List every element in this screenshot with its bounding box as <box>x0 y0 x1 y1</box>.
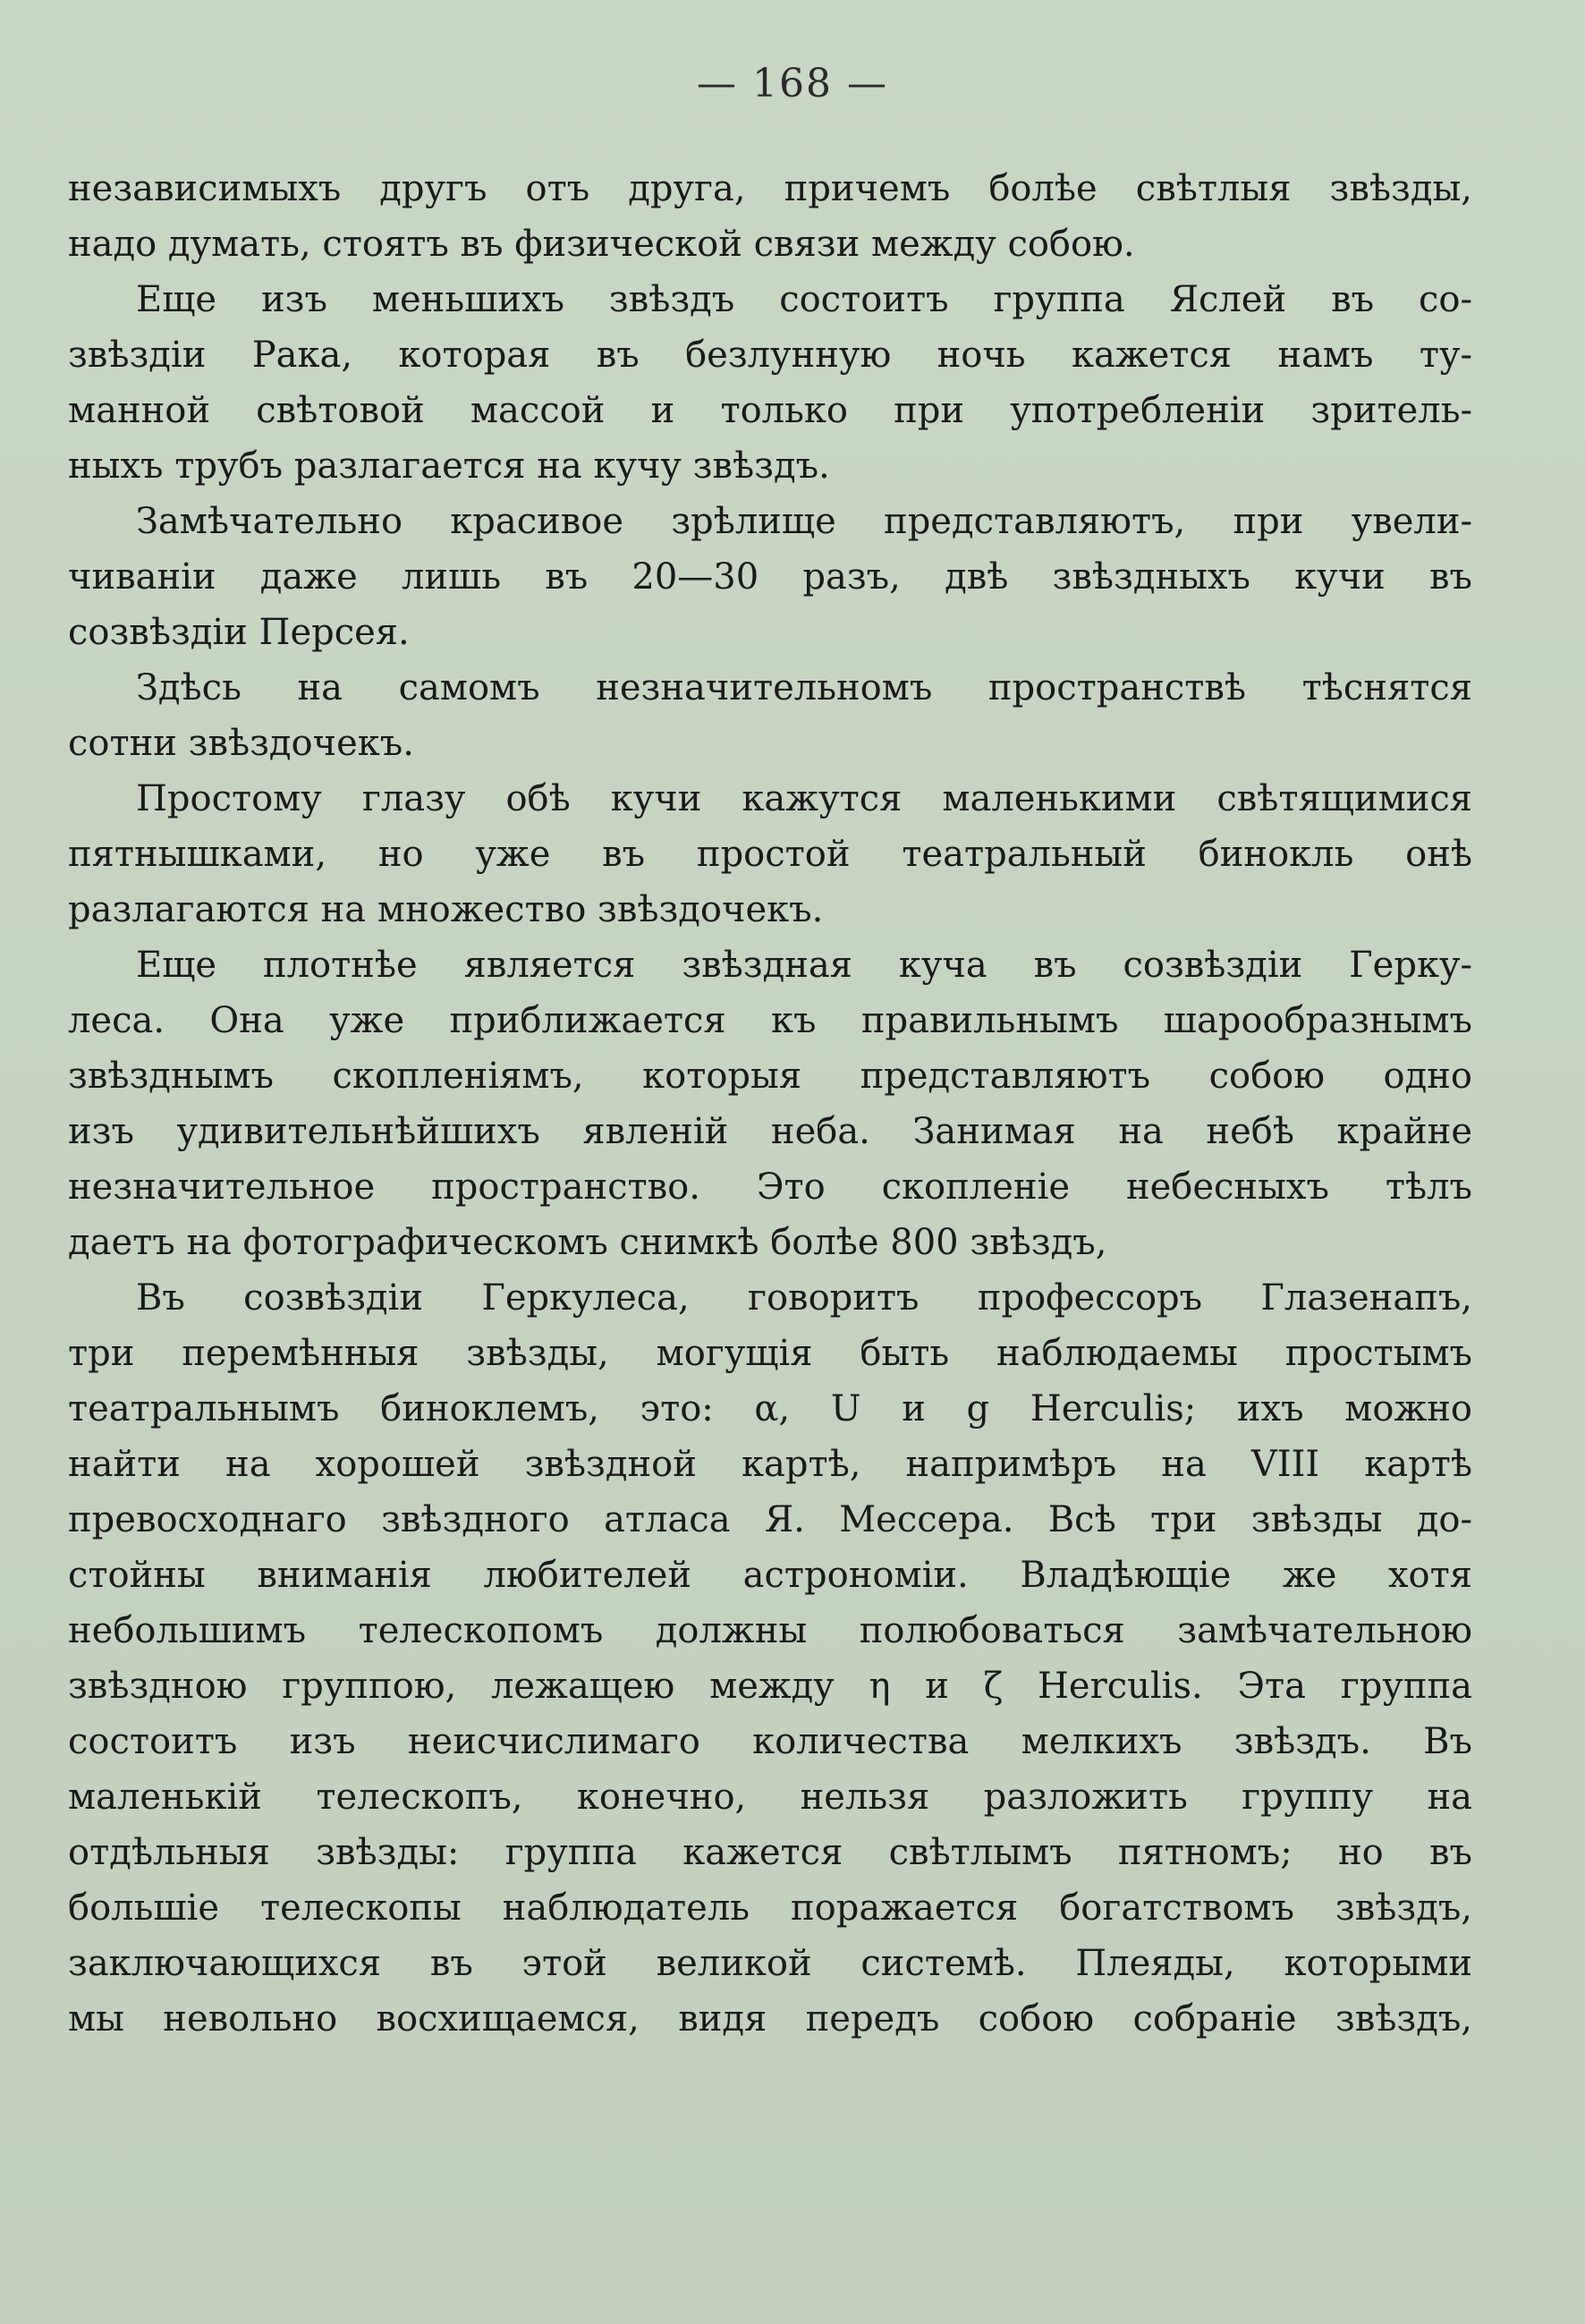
text-line: незначительное пространство. Это скопленіе небесныхъ тѣлъ <box>68 1166 1472 1208</box>
text-line: созвѣздіи Персея. <box>68 612 410 653</box>
text-line: леса. Она уже приближается къ правильнымъ шарообразнымъ <box>68 1000 1472 1041</box>
text-line: пятнышками, но уже въ простой театральный бинокль онѣ <box>68 834 1472 875</box>
text-line: заключающихся въ этой великой системѣ. Плеяды, которыми <box>68 1943 1472 1984</box>
text-line: звѣзднымъ скопленіямъ, которыя представляютъ собою одно <box>68 1056 1472 1097</box>
text-line: звѣздною группою, лежащею между η и ζ Herculis. Эта группа <box>68 1666 1472 1707</box>
text-line: стойны вниманія любителей астрономіи. Владѣющіе же хотя <box>68 1555 1472 1596</box>
text-line: найти на хорошей звѣздной картѣ, напримѣръ на VIII картѣ <box>68 1444 1472 1485</box>
text-line: театральнымъ биноклемъ, это: α, U и g Herculis; ихъ можно <box>68 1388 1472 1429</box>
text-line: состоитъ изъ неисчислимаго количества мелкихъ звѣздъ. Въ <box>68 1721 1472 1762</box>
text-line: превосходнаго звѣздного атласа Я. Мессера. Всѣ три звѣзды до- <box>68 1499 1472 1540</box>
text-line: манной свѣтовой массой и только при употребленіи зритель- <box>68 390 1472 431</box>
page-number: — 168 — <box>697 61 888 106</box>
text-line: Здѣсь на самомъ незначительномъ пространствѣ тѣснятся <box>136 667 1472 708</box>
text-line: звѣздіи Рака, которая въ безлунную ночь кажется намъ ту- <box>68 335 1472 376</box>
text-line: независимыхъ другъ отъ друга, причемъ болѣе свѣтлыя звѣзды, <box>68 168 1472 209</box>
text-line: Простому глазу обѣ кучи кажутся маленькими свѣтящимися <box>136 778 1472 819</box>
text-line: маленькій телескопъ, конечно, нельзя разложить группу на <box>68 1777 1472 1818</box>
text-line: мы невольно восхищаемся, видя передъ собою собраніе звѣздъ, <box>68 1998 1472 2040</box>
text-line: небольшимъ телескопомъ должны полюбоваться замѣчательною <box>68 1610 1472 1651</box>
text-line: большіе телескопы наблюдатель поражается богатствомъ звѣздъ, <box>68 1887 1472 1929</box>
body-text <box>68 161 1472 2047</box>
text-line: надо думать, стоятъ въ физической связи между собою. <box>68 224 1135 265</box>
text-line: ныхъ трубъ разлагается на кучу звѣздъ. <box>68 445 830 487</box>
text-line: разлагаются на множество звѣздочекъ. <box>68 889 824 930</box>
text-line: Еще изъ меньшихъ звѣздъ состоитъ группа Яслей въ со- <box>136 279 1472 320</box>
text-line: чиваніи даже лишь въ 20—30 разъ, двѣ звѣздныхъ кучи въ <box>68 556 1472 598</box>
text-line: Еще плотнѣе является звѣздная куча въ созвѣздіи Герку- <box>136 945 1472 986</box>
text-line: три перемѣнныя звѣзды, могущія быть наблюдаемы простымъ <box>68 1333 1472 1374</box>
text-line: сотни звѣздочекъ. <box>68 723 414 764</box>
text-line: Замѣчательно красивое зрѣлище представляютъ, при увели- <box>136 501 1472 542</box>
text-line: изъ удивительнѣйшихъ явленій неба. Занимая на небѣ крайне <box>68 1111 1472 1152</box>
text-line: даетъ на фотографическомъ снимкѣ болѣе 800 звѣздъ, <box>68 1222 1107 1263</box>
text-line: Въ созвѣздіи Геркулеса, говоритъ профессоръ Глазенапъ, <box>136 1277 1472 1319</box>
text-line: отдѣльныя звѣзды: группа кажется свѣтлымъ пятномъ; но въ <box>68 1832 1472 1873</box>
